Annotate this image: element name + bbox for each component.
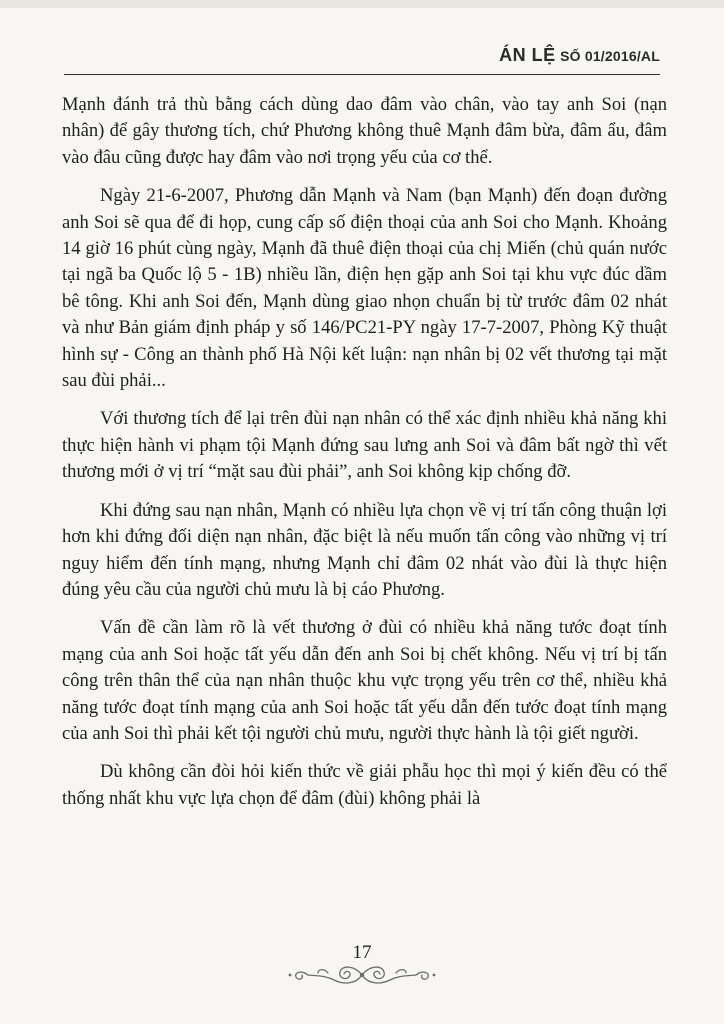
paragraph: Khi đứng sau nạn nhân, Mạnh có nhiều lựa chọn về vị trí tấn công thuận lợi hơn khi đứng đối diện nạn nhân, đặc biệt là nếu muốn tấn công vào những vị trí nguy hiểm đến tính mạng, nhưng Mạnh chỉ đâm 02 nhát vào đùi là thực hiện đúng yêu cầu của người chủ mưu là bị cáo Phương. (62, 499, 667, 600)
paragraph: Vấn đề cần làm rõ là vết thương ở đùi có nhiều khả năng tước đoạt tính mạng của anh Soi hoặc tất yếu dẫn đến anh Soi bị chết không. Nếu vị trí bị tấn công trên thân thể của nạn nhân thuộc khu vực trọng yếu trên cơ thể, nhiều khả năng tước đoạt tính mạng của anh Soi hoặc tất yếu dẫn đến tước đoạt tính mạng của anh Soi thì phải kết tội người chủ mưu, người thực hành là tội giết người. (62, 617, 667, 744)
paragraph: Dù không cần đòi hỏi kiến thức về giải phẫu học thì mọi ý kiến đều có thể thống nhất khu vực lựa chọn để đâm (đùi) không phải là (62, 761, 667, 809)
paragraph: Với thương tích để lại trên đùi nạn nhân có thể xác định nhiều khả năng khi thực hiện hành vi phạm tội Mạnh đứng sau lưng anh Soi và đâm bất ngờ thì vết thương mới ở vị trí “mặt sau đùi phải”, anh Soi không kịp chống đỡ. (62, 408, 667, 483)
header-title-large: ÁN LỆ (499, 45, 556, 65)
header-divider (64, 74, 660, 75)
paragraph: Mạnh đánh trả thù bằng cách dùng dao đâm vào chân, vào tay anh Soi (nạn nhân) để gây thương tích, chứ Phương không thuê Mạnh đâm bừa, đâm ẩu, đâm vào đâu cũng được hay đâm vào nơi trọng yếu của cơ thể. (62, 94, 667, 168)
paragraph: Ngày 21-6-2007, Phương dẫn Mạnh và Nam (bạn Mạnh) đến đoạn đường anh Soi sẽ qua để đi họp, cung cấp số điện thoại của anh Soi cho Mạnh. Khoảng 14 giờ 16 phút cùng ngày, Mạnh đã thuê điện thoại của chị Miến (chủ quán nước tại ngã ba Quốc lộ 5 - 1B) nhiều lần, điện hẹn gặp anh Soi tại khu vực đúc dầm bê tông. Khi anh Soi đến, Mạnh dùng giao nhọn chuẩn bị từ trước đâm 02 nhát và như Bản giám định pháp y số 146/PC21-PY ngày 17-7-2007, Phòng Kỹ thuật hình sự - Công an thành phố Hà Nội kết luận: nạn nhân bị 02 vết thương tại mặt sau đùi phải... (62, 185, 667, 392)
scroll-ornament-icon (282, 962, 442, 988)
header-title-small: SỐ 01/2016/AL (560, 48, 660, 64)
body-text (62, 92, 667, 824)
running-header (499, 46, 660, 65)
page-number: 17 (352, 942, 372, 963)
page-top-edge (0, 0, 724, 8)
